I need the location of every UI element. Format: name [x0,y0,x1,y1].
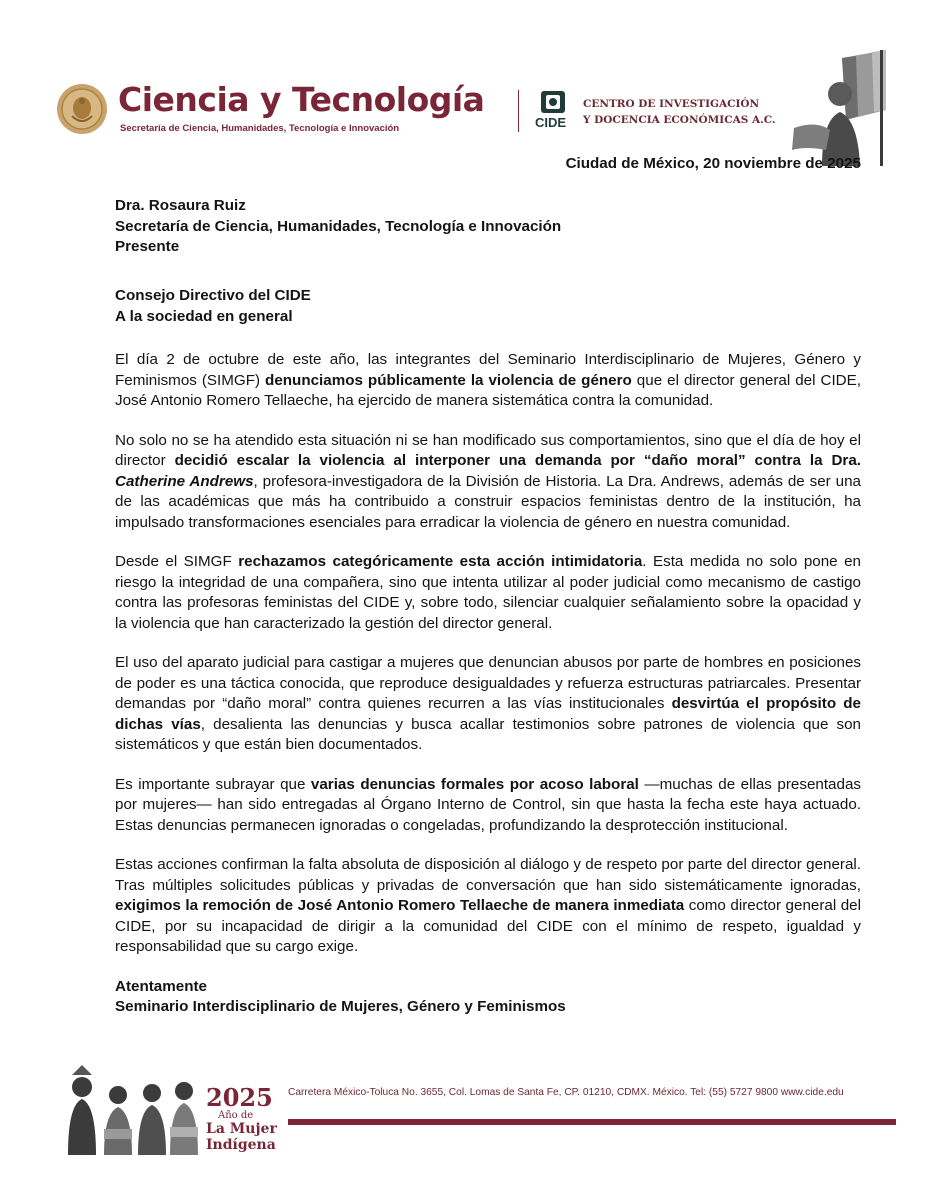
mexico-seal-icon [55,82,109,136]
paragraph-2 [115,431,861,534]
indigenous-women-illustration [60,1065,202,1155]
paragraph-2-text: , profesora-investigadora de la División de Historia. La Dra. Andrews, además de ser una de las académicas que más ha contribuido a construir espacios feministas dentro de la institución, ha impulsado transformaciones esenciales para erradicar la violencia de género en nuestra comunidad. [115,472,861,531]
paragraph-1-text: El día 2 de octubre de este año, las integrantes del Seminario Interdisciplinario de Mujeres, Género y Feminismos (SIMGF) [115,351,861,389]
year-name-2: Indígena [206,1137,276,1153]
paragraph-3-text: Desde el SIMGF [115,553,239,570]
paragraph-3-bold: rechazamos categóricamente esta acción intimidatoria [238,553,643,570]
recipient-presente: Presente [115,238,180,255]
header-divider [518,90,519,132]
recipient-council: Consejo Directivo del CIDE [115,287,311,304]
recipient-block [115,196,561,258]
paragraph-1-text: que el director general del CIDE, José Antonio Romero Tellaeche, ha ejercido de manera sistemática contra la comunidad. [115,371,861,409]
closing: Atentamente [115,977,207,995]
paragraph-1 [115,350,861,412]
cide-abbr: CIDE [535,115,567,130]
paragraph-3-text: . Esta medida no solo pone en riesgo la integridad de una compañera, sino que intenta utilizar al poder judicial como mecanismo de castigo contra las profesoras feministas del CIDE y, sobre todo, silenciar cualquier señalamiento sobre la opacidad y la violencia que han caracterizado la gestión del director general. [115,553,861,632]
paragraph-2-text: No solo no se ha atendido esta situación ni se han modificado sus comportamientos, sino que el día de hoy el director [115,431,861,469]
paragraph-4-text: El uso del aparato judicial para castigar a mujeres que denuncian abusos por parte de hombres en posiciones de poder es una táctica conocida, que reproduce desigualdades y refuerza estructuras patriarcales. Presentar demandas por “daño moral” contra quienes recurren a las vías institucionales [115,654,861,712]
paragraph-3 [115,552,861,634]
letterhead [0,0,946,160]
paragraph-6 [115,855,861,958]
paragraph-5-bold: varias denuncias formales por acoso laboral [310,775,639,793]
recipient-name: Dra. Rosaura Ruiz [115,197,246,214]
year-sub: Año de [218,1110,254,1121]
year-badge [206,1083,277,1153]
cide-name-line1: CENTRO DE INVESTIGACIÓN [583,98,760,110]
paragraph-5 [115,775,861,837]
year: 2025 [206,1083,273,1112]
footer-address: Carretera México-Toluca No. 3655, Col. Lomas de Santa Fe, CP. 01210, CDMX. México. Tel: (55) 5727 9800 www.cide.edu [288,1087,844,1098]
paragraph-4 [115,653,861,756]
paragraph-5-text: Es importante subrayar que [115,775,311,793]
brand-title: Ciencia y Tecnología [118,80,485,119]
letter-date: Ciudad de México, 20 noviembre de 2025 [565,155,861,172]
paragraph-6-text: como director general del CIDE, por su incapacidad de dirigir a la comunidad del CIDE con el mínimo de respeto, igualdad y responsabilidad que su cargo exige. [115,897,861,955]
recipient-institution: Secretaría de Ciencia, Humanidades, Tecnología e Innovación [115,217,562,235]
cide-name [583,96,776,128]
brand-subtitle: Secretaría de Ciencia, Humanidades, Tecnología e Innovación [120,123,400,134]
paragraph-4-text: , desalienta las denuncias y busca acallar testimonios sobre patrones de violencia que son sistemáticos y que están bien documentados. [115,715,861,753]
paragraph-2-bold: decidió escalar la violencia al interponer una demanda por “daño moral” contra la Dra. [174,452,861,469]
signature-block [115,977,861,1018]
paragraph-2-bold-italic: Catherine Andrews [115,472,254,490]
cide-logo-icon [539,90,567,114]
footer-rule [288,1119,896,1125]
letter-body [115,350,861,1018]
paragraph-4-bold: desvirtúa el propósito de dichas vías [115,695,861,733]
flag-woman-illustration [786,50,892,166]
year-name-1: La Mujer [206,1121,277,1137]
paragraph-1-bold: denunciamos públicamente la violencia de género [265,371,632,389]
paragraph-6-bold: exigimos la remoción de José Antonio Romero Tellaeche de manera inmediata [115,897,685,914]
signatory: Seminario Interdisciplinario de Mujeres, Género y Feminismos [115,998,566,1015]
cide-name-line2: Y DOCENCIA ECONÓMICAS A.C. [583,114,776,126]
paragraph-6-text: Estas acciones confirman la falta absoluta de disposición al diálogo y de respeto por parte del director general. Tras múltiples solicitudes públicas y privadas de conversación que han sido sistemáticamente ignoradas, [115,856,861,894]
paragraph-5-text: —muchas de ellas presentadas por mujeres— han sido entregadas al Órgano Interno de Control, sin que hasta la fecha este haya actuado. Estas denuncias permanecen ignoradas o congeladas, profundizando la desprotección institucional. [115,775,861,834]
recipient-society: A la sociedad en general [115,307,293,325]
recipient-block-2 [115,286,311,327]
